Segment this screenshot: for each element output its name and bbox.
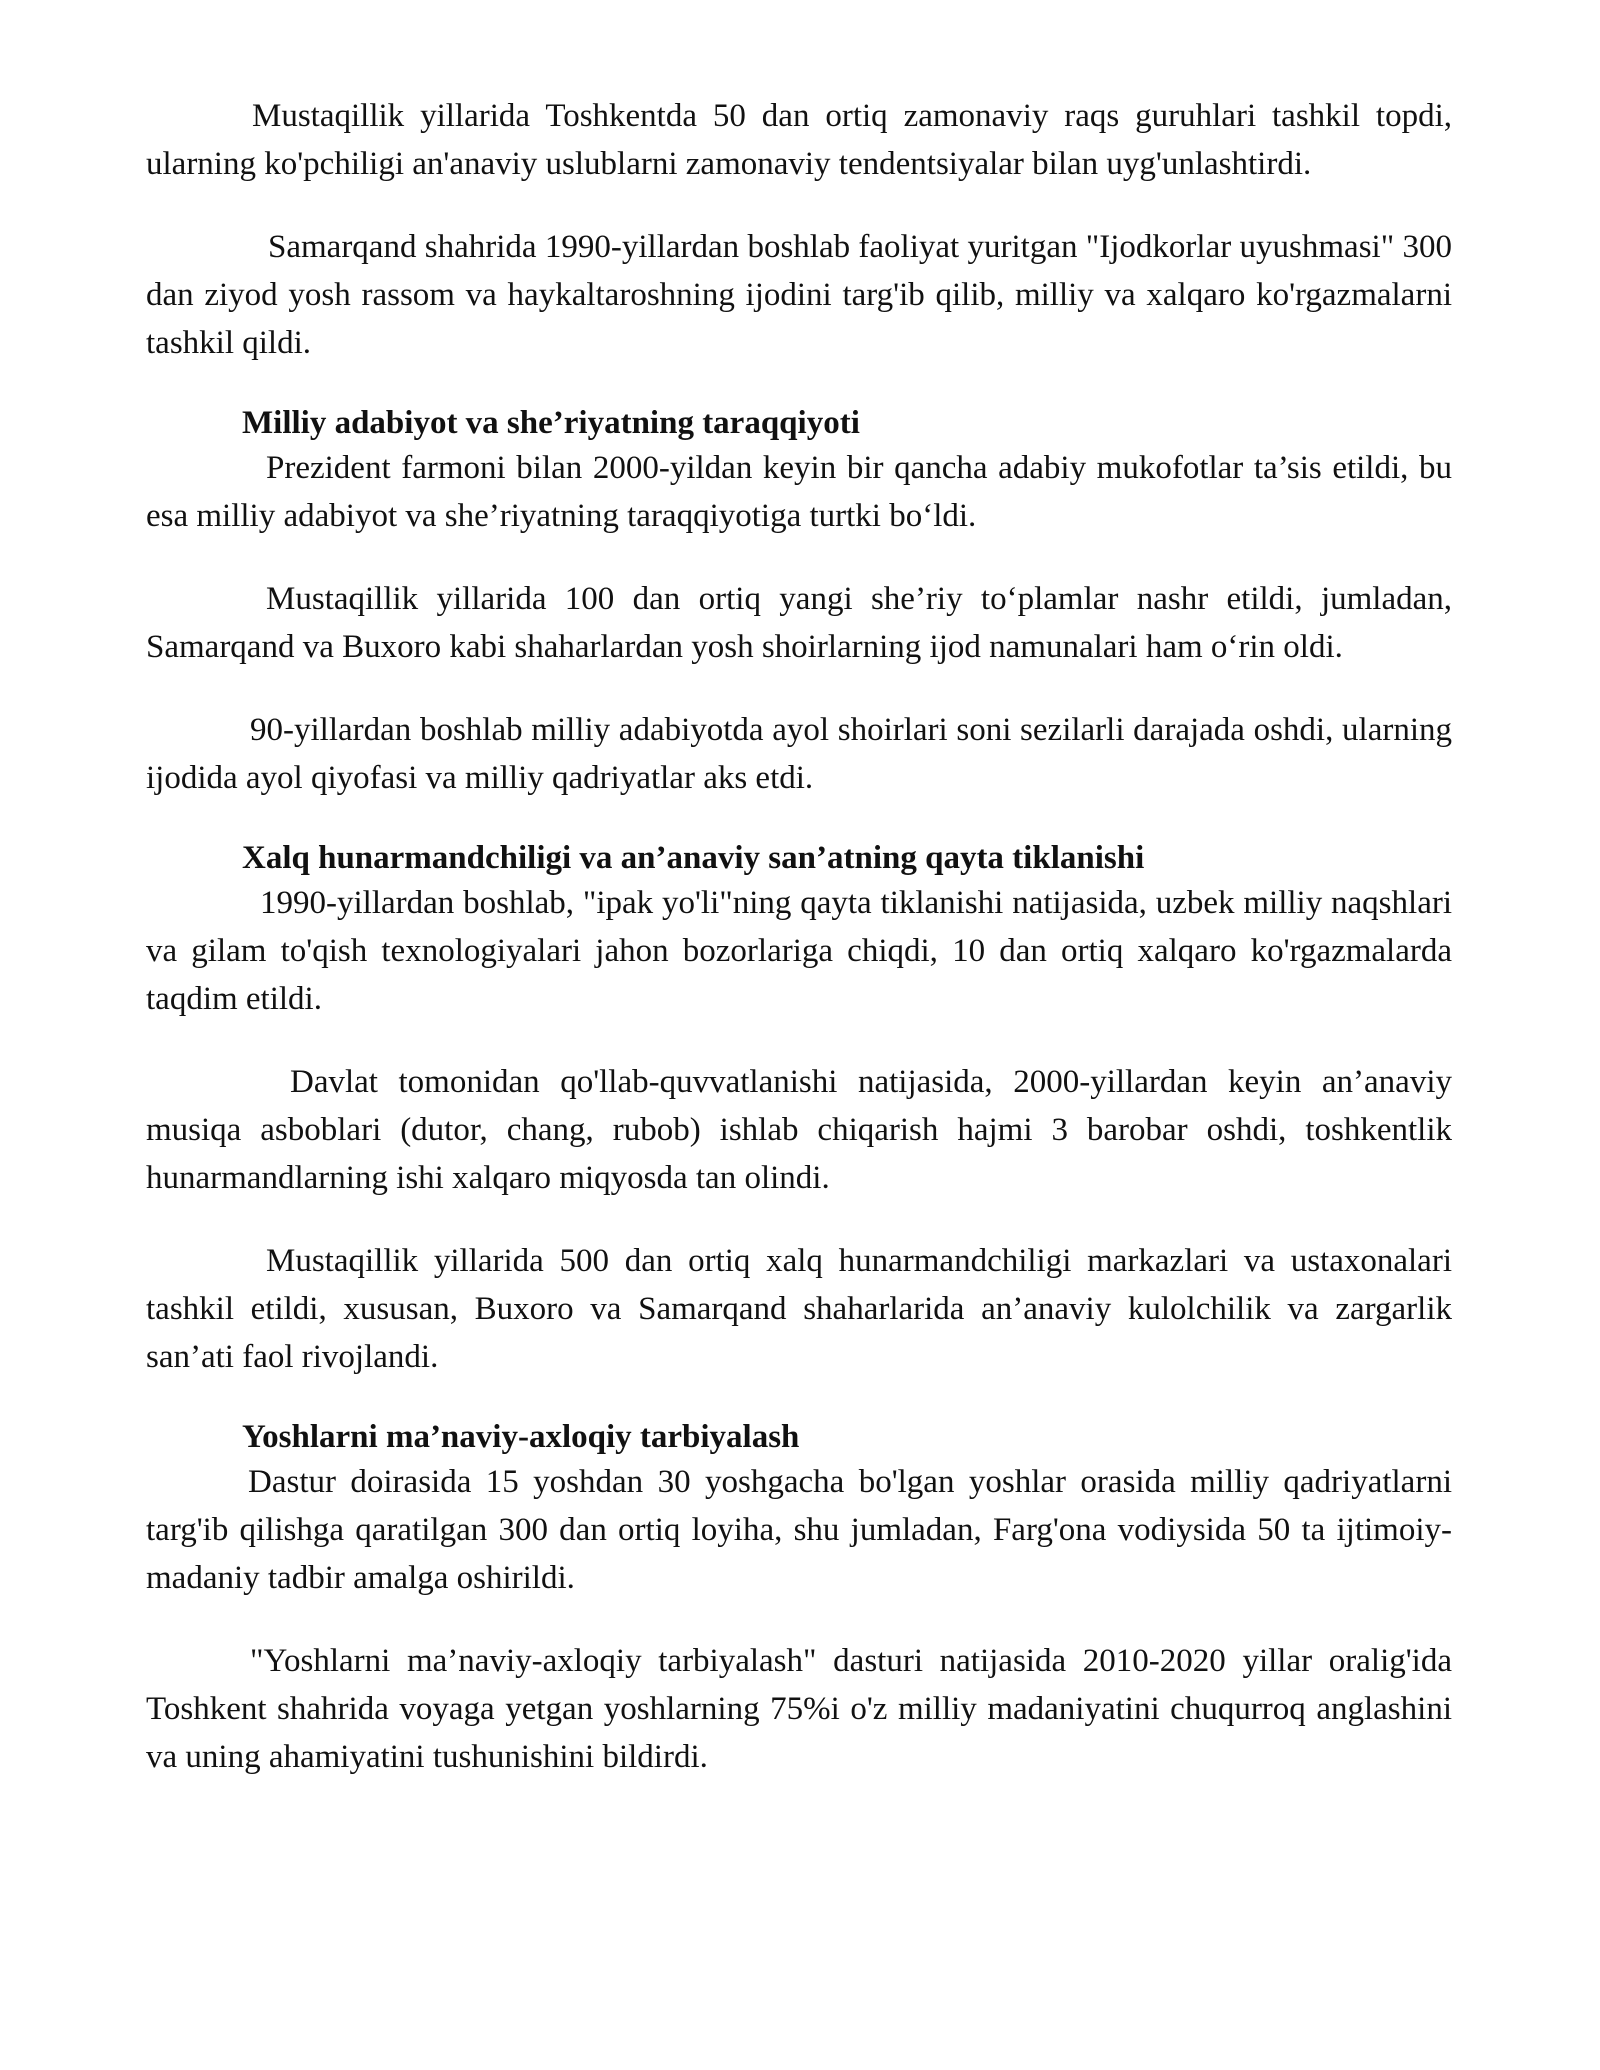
paragraph: Dastur doirasida 15 yoshdan 30 yoshgacha bo'lgan yoshlar orasida milliy qadriyatlarni targ'ib qilishga qaratilgan 300 dan ortiq loyiha, shu jumladan, Farg'ona vodiysida 50 ta ijtimoiy-madaniy tadbir amalga oshirildi. bbox=[146, 1464, 1452, 1596]
section-heading: Yoshlarni ma’naviy-axloqiy tarbiyalash bbox=[242, 1419, 800, 1455]
paragraph: 1990-yillardan boshlab, "ipak yo'li"ning qayta tiklanishi natijasida, uzbek milliy naqshlari va gilam to'qish texnologiyalari jahon bozorlariga chiqdi, 10 dan ortiq xalqaro ko'rgazmalarda taqdim etildi. bbox=[146, 885, 1452, 1017]
paragraph: Davlat tomonidan qo'llab-quvvatlanishi natijasida, 2000-yillardan keyin an’anaviy musiqa asboblari (dutor, chang, rubob) ishlab chiqarish hajmi 3 barobar oshdi, toshkentlik hunarmandlarning ishi xalqaro miqyosda tan olindi. bbox=[146, 1064, 1452, 1196]
paragraph: Mustaqillik yillarida 500 dan ortiq xalq hunarmandchiligi markazlari va ustaxonalari tashkil etildi, xususan, Buxoro va Samarqand shaharlarida an’anaviy kulolchilik va zargarlik san’ati faol rivojlandi. bbox=[146, 1243, 1452, 1375]
paragraph: Prezident farmoni bilan 2000-yildan keyin bir qancha adabiy mukofotlar ta’sis etildi, bu esa milliy adabiyot va she’riyatning taraqqiyotiga turtki bo‘ldi. bbox=[146, 450, 1452, 534]
paragraph: Mustaqillik yillarida Toshkentda 50 dan ortiq zamonaviy raqs guruhlari tashkil topdi, ularning ko'pchiligi an'anaviy uslublarni zamonaviy tendentsiyalar bilan uyg'unlashtirdi. bbox=[146, 98, 1452, 182]
paragraph: 90-yillardan boshlab milliy adabiyotda ayol shoirlari soni sezilarli darajada oshdi, ularning ijodida ayol qiyofasi va milliy qadriyatlar aks etdi. bbox=[146, 712, 1452, 796]
section-heading: Xalq hunarmandchiligi va an’anaviy san’atning qayta tiklanishi bbox=[242, 840, 1145, 876]
section-heading: Milliy adabiyot va she’riyatning taraqqiyoti bbox=[242, 405, 860, 441]
paragraph: Samarqand shahrida 1990-yillardan boshlab faoliyat yuritgan "Ijodkorlar uyushmasi" 300 dan ziyod yosh rassom va haykaltaroshning ijodini targ'ib qilib, milliy va xalqaro ko'rgazmalarni tashkil qildi. bbox=[146, 229, 1452, 361]
document-page bbox=[146, 92, 1452, 1816]
paragraph: Mustaqillik yillarida 100 dan ortiq yangi she’riy to‘plamlar nashr etildi, jumladan, Samarqand va Buxoro kabi shaharlardan yosh shoirlarning ijod namunalari ham o‘rin oldi. bbox=[146, 581, 1452, 665]
paragraph: "Yoshlarni ma’naviy-axloqiy tarbiyalash" dasturi natijasida 2010-2020 yillar oralig'ida Toshkent shahrida voyaga yetgan yoshlarning 75%i o'z milliy madaniyatini chuqurroq anglashini va uning ahamiyatini tushunishini bildirdi. bbox=[146, 1643, 1452, 1775]
